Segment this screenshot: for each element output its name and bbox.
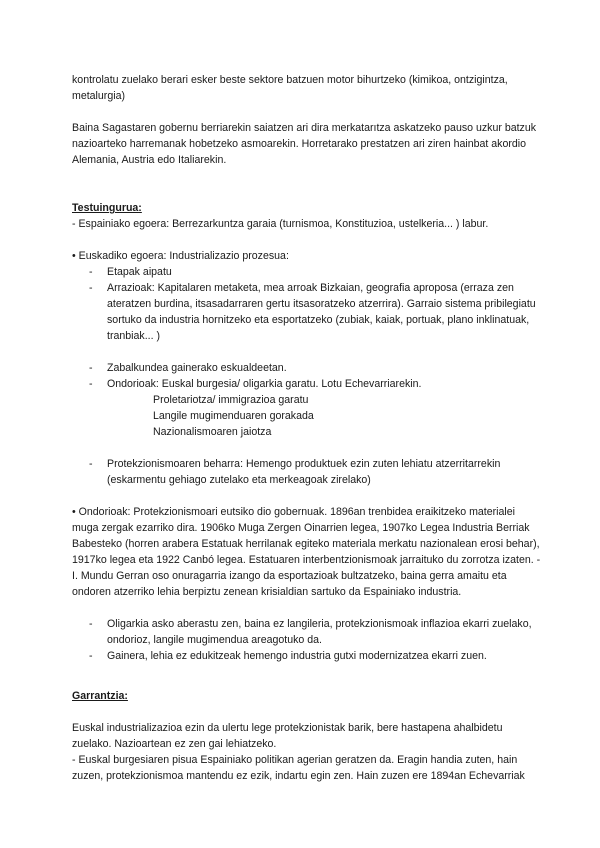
spain-situation-line: - Espainiako egoera: Berrezarkuntza garaia (turnismoa, Konstituzioa, ustelkeria... ) labur. (72, 218, 489, 230)
consequence-item: Proletariotza/ immigrazioa garatu (153, 394, 309, 406)
intro-paragraph-1: kontrolatu zuelako berari esker beste sektore batzuen motor bihurtzeko (kimikoa, ontzigintza, metalurgia) (72, 74, 508, 102)
industrialization-list (72, 264, 542, 344)
importance-paragraph-2a: - Euskal burgesiaren pisua Espainiako politikan agerian geratzen da. Eragin handia zuten, hain (72, 754, 518, 766)
importance-heading: Garrantzia: (72, 690, 128, 702)
protectionism-list (72, 456, 542, 488)
importance-paragraph-2b: zuzen, protekzionismoa mantendu ez ezik, indartu egin zen. Hain zuzen ere 1894an Echevarriak (72, 770, 525, 782)
consequence-item: Langile mugimenduaren gorakada (153, 410, 314, 422)
context-heading: Testuingurua: (72, 202, 142, 214)
consequences-sublist (72, 392, 542, 440)
list-item: - Etapak aipatu (89, 264, 542, 280)
effects-list (72, 616, 542, 664)
basque-situation-heading: • Euskadiko egoera: Industrializazio prozesua: (72, 250, 289, 262)
list-item: - Protekzionismoaren beharra: Hemengo produktuek ezin zuten lehiatu atzerritarrekin (eskarmentu gehiago zutelako eta merkeagoak zirelako) (89, 456, 542, 488)
consequences-paragraph: • Ondorioak: Protekzionismoari eutsiko dio gobernuak. 1896an trenbidea eraikitzeko materialei muga zergak ezarriko dira. 1906ko Muga Zergen Oinarrien legea, 1907ko Legea Industria Berriak Babesteko (horren arabera Estatuak herrilanak egiteko materiala merkatu nazionalean erosi behar), 1917ko legea eta 1922 Canbó legea. Estatuaren interbentzionismoak jarraituko du zorrotza izaten. - I. Mundu Gerran oso onuragarria izango da esportazioak bultzatzeko, baina gerra amaitu eta ondoren atzerriko lehia berpiztu zenean krisialdian sartuko da Espainiako industria. (72, 506, 541, 598)
list-item: - Ondorioak: Euskal burgesia/ oligarkia garatu. Lotu Echevarriarekin. (89, 376, 542, 392)
list-item: - Oligarkia asko aberastu zen, baina ez langileria, protekzionismoak inflazioa ekarri zuelako, ondorioz, langile mugimendua areagotuko da. (89, 616, 542, 648)
list-item: - Zabalkundea gainerako eskualdeetan. (89, 360, 542, 376)
expansion-list (72, 360, 542, 392)
consequence-item: Nazionalismoaren jaiotza (153, 426, 272, 438)
list-item: - Gainera, lehia ez edukitzeak hemengo industria gutxi modernizatzea ekarri zuen. (89, 648, 542, 664)
importance-paragraph-1: Euskal industrializazioa ezin da ulertu lege protekzionistak barik, bere hastapena ahalbidetu zuelako. Nazioartean ez zen gai lehiatzeko. (72, 722, 503, 750)
document-page (72, 72, 542, 784)
list-item: - Arrazioak: Kapitalaren metaketa, mea arroak Bizkaian, geografia aproposa (erraza zen ateratzen burdina, itsasadarraren gertu itsasoratzeko atzerrira). Garraio sistema pribilegiatu sortuko da industria hornitzeko eta esportatzeko (zubiak, kaiak, portuak, plano inklinatuak, tranbiak... ) (89, 280, 542, 344)
intro-paragraph-2: Baina Sagastaren gobernu berriarekin saiatzen ari dira merkatarıtza askatzeko pauso uzkur batzuk nazioarteko harremanak hobetzeko asmoarekin. Horretarako prestatzen ari ziren hainbat akordio Alemania, Austria edo Italiarekin. (72, 122, 537, 166)
